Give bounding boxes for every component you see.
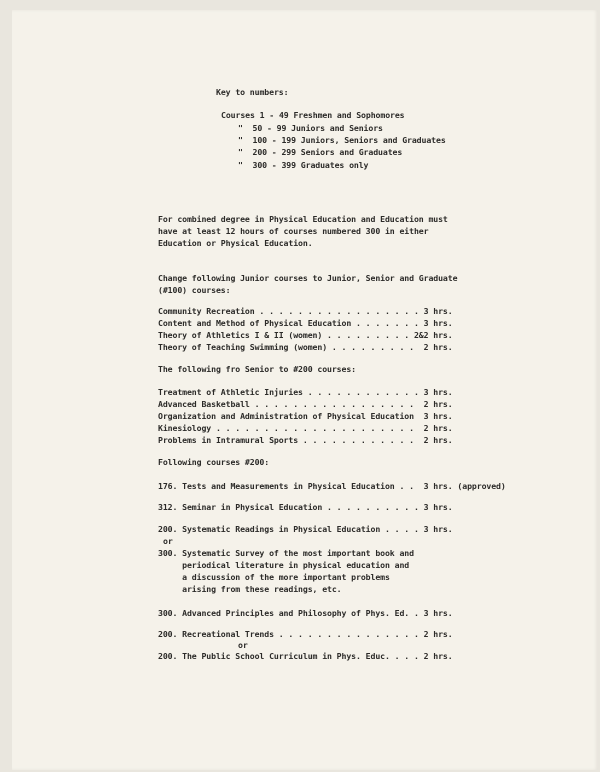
combined-line-2: have at least 12 hours of courses numbered 300 in either [158,226,429,236]
document-page [12,10,598,770]
senior-intro: The following fro Senior to #200 courses: [158,364,357,374]
senior-course-row: Advanced Basketball . . . . . . . . . . . . . . . . . 2 hrs. [158,399,453,409]
change-intro-line-1: Change following Junior courses to Junior, Senior and Graduate [158,273,458,283]
senior-course-row: Treatment of Athletic Injuries . . . . . . . . . . . . 3 hrs. [158,387,453,397]
course-312: 312. Seminar in Physical Education . . . . . . . . . . 3 hrs. [158,502,453,512]
junior-course-row: Community Recreation . . . . . . . . . . . . . . . . . 3 hrs. [158,306,453,316]
key-title: Key to numbers: [216,87,289,97]
combined-line-1: For combined degree in Physical Education and Education must [158,214,448,224]
senior-course-row: Organization and Administration of Physical Education 3 hrs. [158,411,453,421]
following-intro: Following courses #200: [158,457,270,467]
or-separator-1: or [163,536,173,546]
key-line-5: " 300 - 399 Graduates only [238,160,369,170]
course-300-survey-line: 300. Systematic Survey of the most important book and [158,548,414,558]
senior-course-row: Kinesiology . . . . . . . . . . . . . . . . . . . . . 2 hrs. [158,423,453,433]
junior-course-row: Content and Method of Physical Education . . . . . . . 3 hrs. [158,318,453,328]
key-line-4: " 200 - 299 Seniors and Graduates [238,147,403,157]
or-separator-2: or [238,640,248,650]
course-200-readings: 200. Systematic Readings in Physical Education . . . . 3 hrs. [158,524,453,534]
key-line-1: Courses 1 - 49 Freshmen and Sophomores [221,110,405,120]
course-200-public-school: 200. The Public School Curriculum in Phys. Educ. . . . 2 hrs. [158,651,453,661]
junior-course-row: Theory of Athletics I & II (women) . . . . . . . . . 2&2 hrs. [158,330,453,340]
course-300-principles: 300. Advanced Principles and Philosophy of Phys. Ed. . 3 hrs. [158,608,453,618]
course-300-survey-line: periodical literature in physical education and [158,560,410,570]
course-200-recreational-trends: 200. Recreational Trends . . . . . . . . . . . . . . . 2 hrs. [158,629,453,639]
combined-line-3: Education or Physical Education. [158,238,313,248]
course-176: 176. Tests and Measurements in Physical Education . . 3 hrs. (approved) [158,481,506,491]
key-line-2: " 50 - 99 Juniors and Seniors [238,123,383,133]
course-300-survey-line: a discussion of the more important problems [158,572,390,582]
change-intro-line-2: (#100) courses: [158,285,231,295]
senior-course-row: Problems in Intramural Sports . . . . . . . . . . . . 2 hrs. [158,435,453,445]
course-300-survey-line: arising from these readings, etc. [158,584,342,594]
key-line-3: " 100 - 199 Juniors, Seniors and Graduates [238,135,446,145]
junior-course-row: Theory of Teaching Swimming (women) . . . . . . . . . 2 hrs. [158,342,453,352]
